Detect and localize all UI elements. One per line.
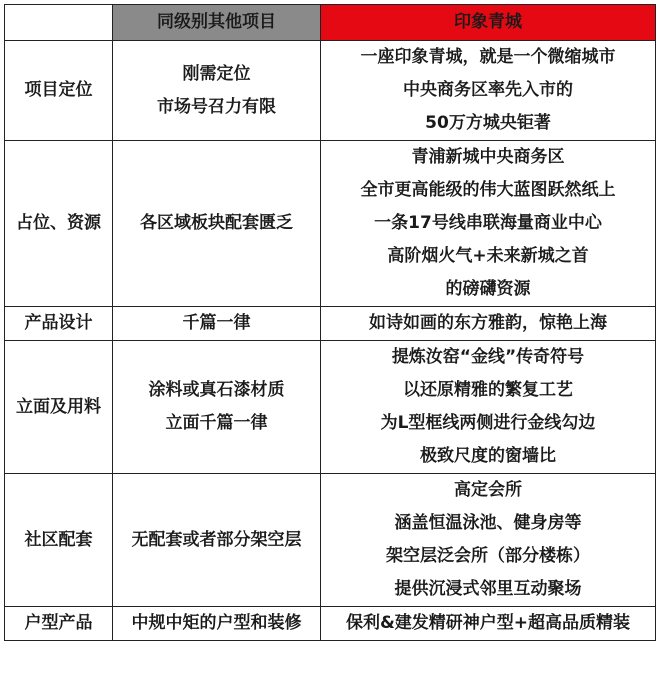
row-label: 立面及用料 (5, 341, 113, 474)
table-row-positioning (5, 41, 656, 141)
cell-line: 刚需定位 (182, 63, 251, 84)
cell-line: 涵盖恒温泳池、健身房等 (394, 513, 582, 533)
row-label: 社区配套 (5, 474, 113, 607)
header-corner-cell (5, 5, 113, 41)
table-row-product-design (5, 307, 656, 341)
cell-line: 的磅礴资源 (445, 279, 531, 299)
brand-project-cell (321, 474, 656, 607)
cell-line: 涂料或真石漆材质 (148, 380, 285, 400)
cell-line: 中规中矩的户型和装修 (131, 613, 302, 633)
cell-line: 一座印象青城，就是一个微缩城市 (360, 47, 616, 67)
brand-project-cell (321, 607, 656, 641)
row-label: 产品设计 (5, 307, 113, 341)
cell-line: 青浦新城中央商务区 (411, 147, 565, 167)
row-label: 户型产品 (5, 607, 113, 641)
table-row-location-resources (5, 141, 656, 307)
other-projects-cell (113, 474, 321, 607)
header-other-projects: 同级别其他项目 (113, 5, 321, 41)
other-projects-cell (113, 307, 321, 341)
row-label: 项目定位 (5, 41, 113, 141)
cell-line: 全市更高能级的伟大蓝图跃然纸上 (360, 180, 616, 200)
cell-line: 千篇一律 (182, 313, 251, 333)
cell-line: 各区域板块配套匮乏 (140, 213, 293, 233)
other-projects-cell (113, 607, 321, 641)
table-row-community-amenities (5, 474, 656, 607)
other-projects-cell (113, 41, 321, 141)
cell-line: 提供沉浸式邻里互动聚场 (394, 579, 582, 599)
cell-line: 一条17号线串联海量商业中心 (374, 213, 602, 233)
brand-project-cell (321, 41, 656, 141)
other-projects-cell (113, 141, 321, 307)
cell-line: 架空层泛会所（部分楼栋） (386, 546, 590, 566)
cell-line: 以还原精雅的繁复工艺 (403, 380, 573, 400)
row-label: 占位、资源 (5, 141, 113, 307)
table-header-row (5, 5, 656, 41)
brand-project-cell (321, 307, 656, 341)
cell-line: 为L型框线两侧进行金线勾边 (380, 413, 596, 433)
header-brand-project: 印象青城 (321, 5, 656, 41)
cell-line: 中央商务区率先入市的 (403, 80, 573, 100)
brand-project-cell (321, 141, 656, 307)
cell-line: 市场号召力有限 (157, 96, 276, 117)
comparison-table-wrapper (4, 4, 656, 641)
cell-line: 立面千篇一律 (165, 413, 268, 433)
cell-line: 无配套或者部分架空层 (131, 529, 302, 550)
cell-line: 高阶烟火气+未来新城之首 (387, 246, 589, 266)
table-row-facade-materials (5, 341, 656, 474)
table-row-unit-products (5, 607, 656, 641)
cell-line: 高定会所 (454, 480, 522, 500)
cell-line: 保利&建发精研神户型+超高品质精装 (345, 613, 631, 633)
comparison-table (4, 4, 656, 641)
cell-line: 50万方城央钜著 (425, 113, 551, 133)
cell-line: 如诗如画的东方雅韵，惊艳上海 (369, 313, 607, 333)
cell-line: 极致尺度的窗墙比 (420, 446, 556, 466)
brand-project-cell (321, 341, 656, 474)
other-projects-cell (113, 341, 321, 474)
cell-line: 提炼汝窑“金线”传奇符号 (391, 347, 585, 367)
